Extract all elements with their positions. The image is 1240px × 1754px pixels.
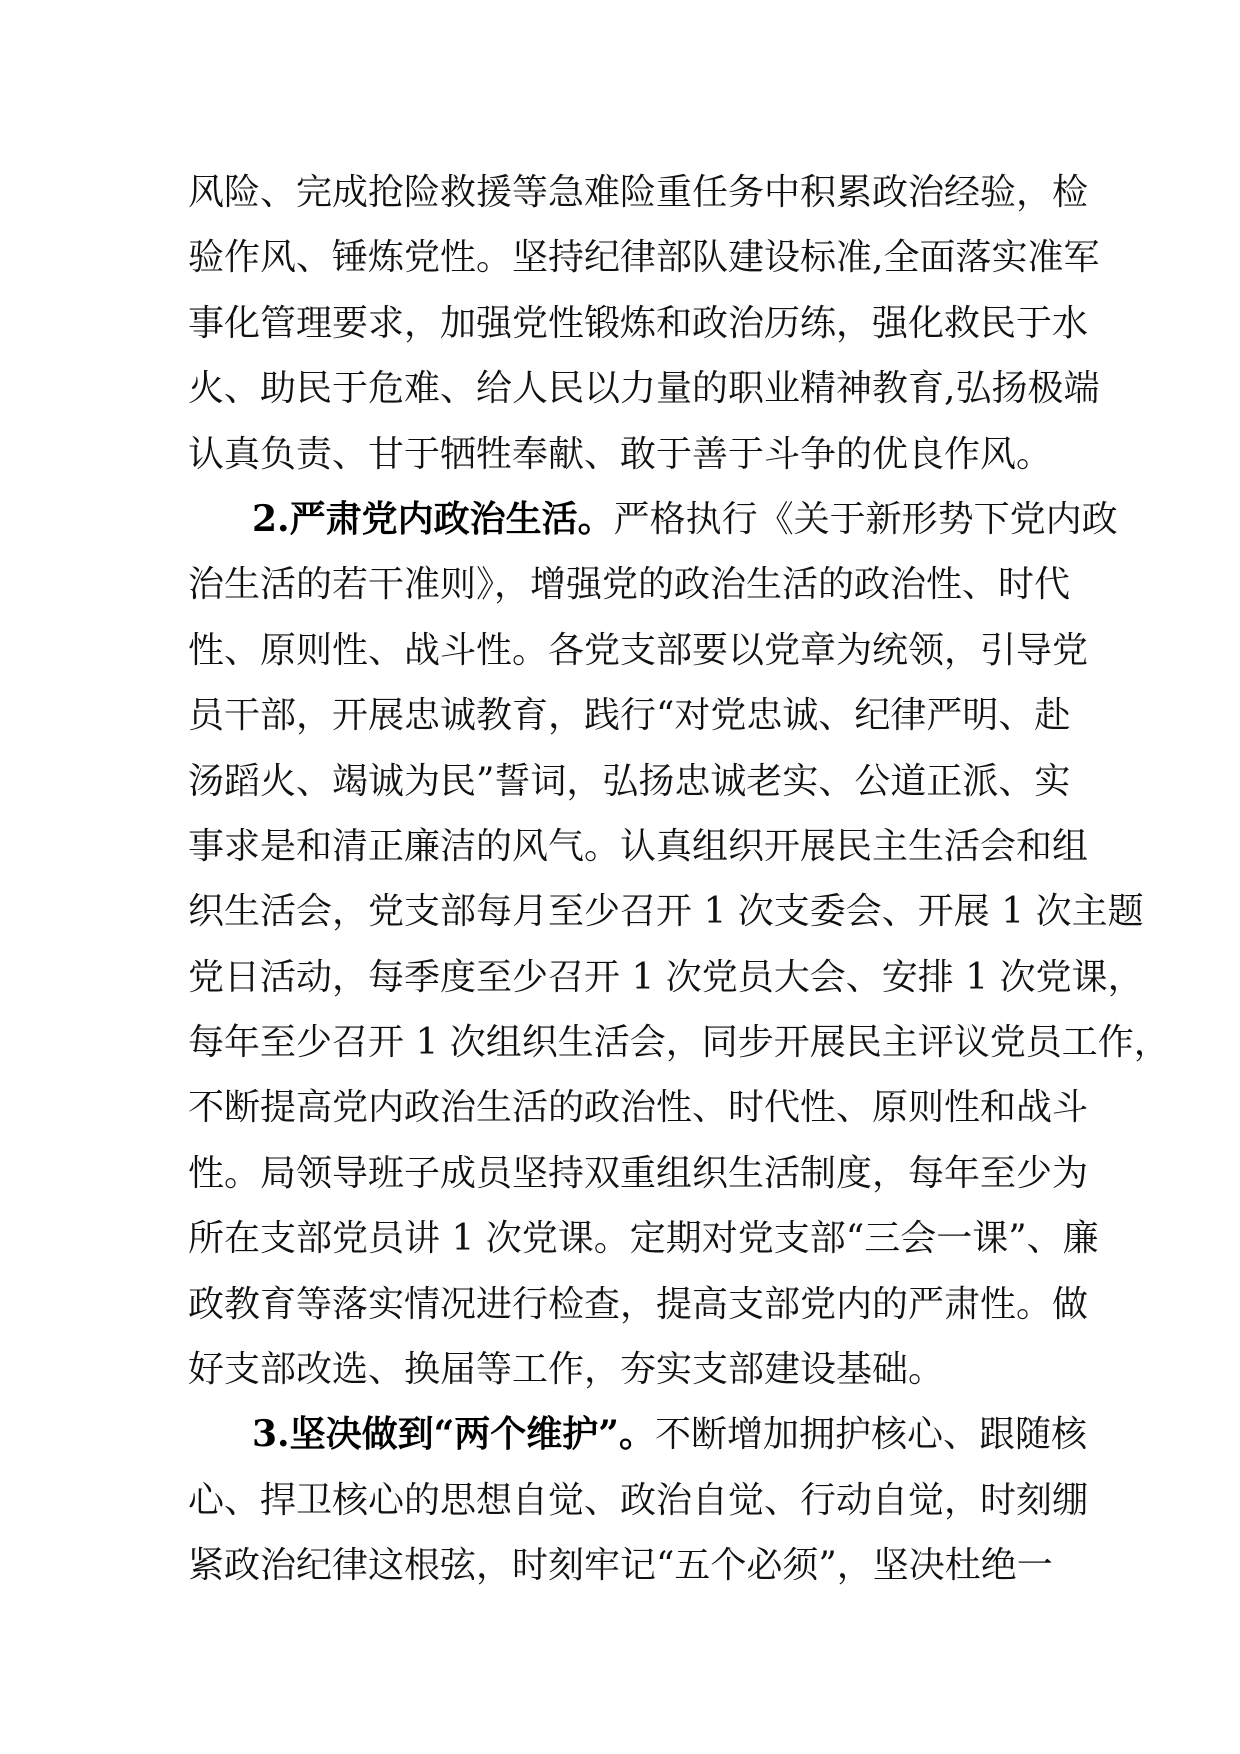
paragraph-text: 严格执行《关于新形势下党内政 [613, 498, 1118, 540]
text-line: 认真负责、甘于牺牲奉献、敢于善于斗争的优良作风。 [188, 433, 1053, 475]
text-line: 火、助民于危难、给人民以力量的职业精神教育,弘扬极端 [188, 368, 1100, 410]
paragraph-1 [188, 160, 1100, 487]
text-line: 政教育等落实情况进行检查，提高支部党内的严肃性。做 [188, 1283, 1089, 1325]
text-line: 紧政治纪律这根弦，时刻牢记“五个必须”，坚决杜绝一 [188, 1545, 1053, 1587]
document-body [188, 160, 1170, 1599]
text-line [188, 1402, 1088, 1467]
text-line: 所在支部党员讲 1 次党课。定期对党支部“三会一课”、廉 [188, 1218, 1099, 1260]
text-line: 党日活动，每季度至少召开 1 次党员大会、安排 1 次党课， [188, 956, 1144, 998]
text-line: 汤蹈火、竭诚为民”誓词，弘扬忠诚老实、公道正派、实 [188, 760, 1071, 802]
text-line: 事求是和清正廉洁的风气。认真组织开展民主生活会和组 [188, 825, 1089, 867]
text-line: 员干部，开展忠诚教育，践行“对党忠诚、纪律严明、赴 [188, 695, 1071, 737]
text-line: 每年至少召开 1 次组织生活会，同步开展民主评议党员工作， [188, 1022, 1170, 1064]
text-line: 验作风、锤炼党性。坚持纪律部队建设标准,全面落实准军 [188, 237, 1100, 279]
text-line: 好支部改选、换届等工作，夯实支部建设基础。 [188, 1349, 945, 1391]
paragraph-3 [188, 1402, 1089, 1598]
text-line: 治生活的若干准则》，增强党的政治生活的政治性、时代 [188, 564, 1071, 606]
text-line: 织生活会，党支部每月至少召开 1 次支委会、开展 1 次主题 [188, 891, 1144, 933]
text-line: 风险、完成抢险救援等急难险重任务中积累政治经验，检 [188, 172, 1089, 213]
text-line: 性、原则性、战斗性。各党支部要以党章为统领，引导党 [188, 629, 1089, 671]
paragraph-2 [188, 487, 1170, 1402]
paragraph-text: 不断增加拥护核心、跟随核 [655, 1414, 1088, 1456]
text-line: 心、捍卫核心的思想自觉、政治自觉、行动自觉，时刻绷 [188, 1479, 1089, 1521]
section-heading: 2.严肃党内政治生活。 [252, 497, 614, 540]
text-line [188, 487, 1118, 552]
text-line: 不断提高党内政治生活的政治性、时代性、原则性和战斗 [188, 1087, 1089, 1129]
text-line: 事化管理要求，加强党性锻炼和政治历练，强化救民于水 [188, 302, 1089, 344]
section-heading: 3.坚决做到“两个维护”。 [252, 1413, 655, 1456]
text-line: 性。局领导班子成员坚持双重组织生活制度，每年至少为 [188, 1152, 1089, 1194]
